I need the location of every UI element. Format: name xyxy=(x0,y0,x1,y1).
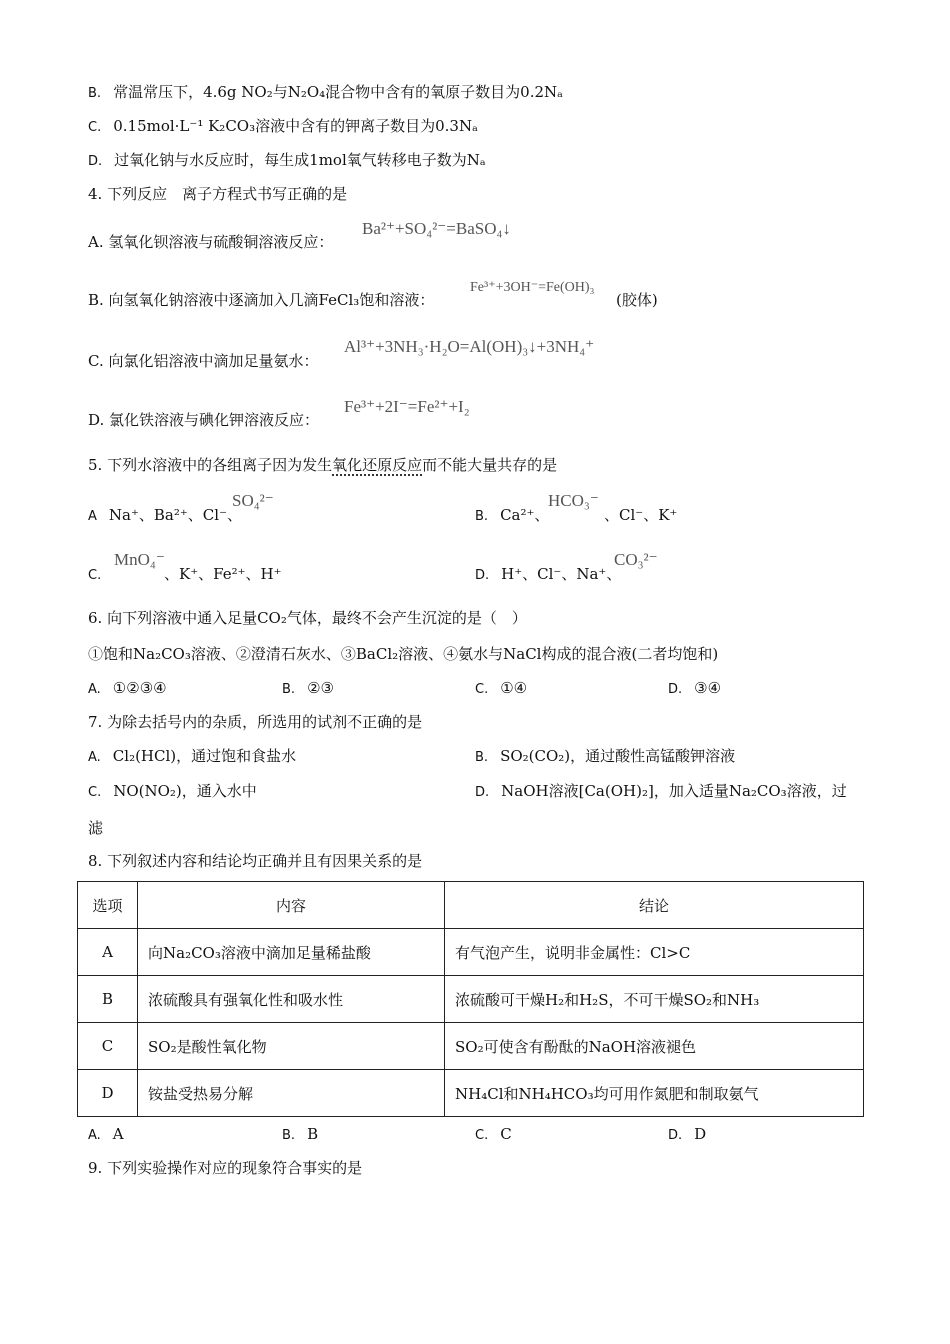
q4-option-d-text: D. 氯化铁溶液与碘化钾溶液反应： xyxy=(88,411,320,429)
option-label: D. xyxy=(475,785,490,800)
option-label: D. xyxy=(668,682,683,697)
q4-option-b-suffix: (胶体) xyxy=(616,291,658,309)
q5-option-c xyxy=(88,564,113,586)
option-text: Cl₂(HCl)，通过饱和食盐水 xyxy=(112,747,297,765)
q8-option-d xyxy=(668,1124,706,1146)
q4-option-d-formula: Fe³⁺+2I⁻=Fe²⁺+I₂ xyxy=(344,397,470,416)
cell-conclusion: SO₂可使含有酚酞的NaOH溶液褪色 xyxy=(445,1023,864,1070)
q3-option-d xyxy=(88,150,486,172)
option-label: A. xyxy=(88,682,101,697)
q5-option-c-formula: MnO₄⁻ xyxy=(114,550,165,569)
option-label: A xyxy=(88,509,97,524)
table-row xyxy=(78,1023,864,1070)
option-label: D. xyxy=(668,1128,683,1143)
q8-stem: 8. 下列叙述内容和结论均正确并且有因果关系的是 xyxy=(88,852,423,870)
q5-stem-emphasis: 氧化还原反应 xyxy=(332,456,423,474)
option-label: C. xyxy=(475,1128,489,1143)
q7-option-b xyxy=(475,746,735,768)
option-label: C. xyxy=(88,568,102,583)
q8-option-a xyxy=(88,1124,124,1146)
option-label: D. xyxy=(88,154,103,169)
table-row xyxy=(78,929,864,976)
q9-stem: 9. 下列实验操作对应的现象符合事实的是 xyxy=(88,1159,363,1177)
q7-option-d-wrap: 滤 xyxy=(88,819,104,837)
option-text: NaOH溶液[Ca(OH)₂]，加入适量Na₂CO₃溶液，过 xyxy=(501,782,847,800)
table-header-row xyxy=(78,882,864,929)
q5-stem-suffix: 而不能大量共存的是 xyxy=(422,456,558,474)
q4-option-a-formula: Ba²⁺+SO₄²⁻=BaSO₄↓ xyxy=(362,219,511,238)
option-text: Ca²⁺、 xyxy=(500,506,550,524)
q6-items: ①饱和Na₂CO₃溶液、②澄清石灰水、③BaCl₂溶液、④氨水与NaCl构成的混合液(二者均饱和) xyxy=(88,645,719,663)
q6-option-b xyxy=(282,678,334,700)
q6-option-a xyxy=(88,678,167,700)
option-label: B. xyxy=(282,1128,296,1143)
q5-option-b xyxy=(475,505,549,527)
header-conclusion: 结论 xyxy=(445,882,864,929)
q6-option-d xyxy=(668,678,721,700)
cell-option: B xyxy=(78,976,138,1023)
q6-stem: 6. 向下列溶液中通入足量CO₂气体，最终不会产生沉淀的是（ ） xyxy=(88,609,527,627)
header-content: 内容 xyxy=(138,882,445,929)
option-label: B. xyxy=(475,509,489,524)
option-label: B. xyxy=(475,750,489,765)
cell-option: C xyxy=(78,1023,138,1070)
q8-option-c xyxy=(475,1124,512,1146)
q8-table xyxy=(77,881,864,1117)
option-text: 过氧化钠与水反应时，每生成1mol氧气转移电子数为Nₐ xyxy=(114,151,486,169)
q4-option-c-text: C. 向氯化铝溶液中滴加足量氨水： xyxy=(88,352,319,370)
option-text: B xyxy=(307,1125,319,1143)
q5-option-b-suffix: 、Cl⁻、K⁺ xyxy=(604,506,678,524)
option-text: Na⁺、Ba²⁺、Cl⁻、 xyxy=(108,506,242,524)
q5-option-b-formula: HCO₃⁻ xyxy=(548,491,599,510)
q3-option-b xyxy=(88,82,563,104)
cell-conclusion: NH₄Cl和NH₄HCO₃均可用作氮肥和制取氨气 xyxy=(445,1070,864,1117)
option-text: SO₂(CO₂)，通过酸性高锰酸钾溶液 xyxy=(500,747,736,765)
q4-option-b-text: B. 向氢氧化钠溶液中逐滴加入几滴FeCl₃饱和溶液： xyxy=(88,291,435,309)
q5-option-a-formula: SO₄²⁻ xyxy=(232,491,274,510)
q5-option-a xyxy=(88,505,242,527)
cell-option: A xyxy=(78,929,138,976)
q7-stem: 7. 为除去括号内的杂质，所选用的试剂不正确的是 xyxy=(88,713,423,731)
q7-option-c xyxy=(88,781,257,803)
table-row xyxy=(78,976,864,1023)
option-label: C. xyxy=(88,120,102,135)
option-label: D. xyxy=(475,568,490,583)
option-label: A. xyxy=(88,1128,101,1143)
q4-option-c-formula: Al³⁺+3NH₃·H₂O=Al(OH)₃↓+3NH₄⁺ xyxy=(344,337,595,356)
q5-option-d xyxy=(475,564,621,586)
q5-option-d-formula: CO₃²⁻ xyxy=(614,550,658,569)
q8-option-b xyxy=(282,1124,318,1146)
option-text: 0.15mol·L⁻¹ K₂CO₃溶液中含有的钾离子数目为0.3Nₐ xyxy=(113,117,478,135)
q7-option-d xyxy=(475,781,847,803)
q4-option-b-formula: Fe³⁺+3OH⁻=Fe(OH)₃ xyxy=(470,280,595,295)
cell-conclusion: 浓硫酸可干燥H₂和H₂S，不可干燥SO₂和NH₃ xyxy=(445,976,864,1023)
option-text: NO(NO₂)，通入水中 xyxy=(113,782,257,800)
header-option: 选项 xyxy=(78,882,138,929)
option-label: C. xyxy=(475,682,489,697)
q5-stem xyxy=(88,455,557,475)
q3-option-c xyxy=(88,116,478,138)
option-text: ③④ xyxy=(694,679,722,697)
q7-option-a xyxy=(88,746,296,768)
q4-option-a-text: A. 氢氧化钡溶液与硫酸铜溶液反应： xyxy=(88,233,334,251)
table-row xyxy=(78,1070,864,1117)
cell-content: 向Na₂CO₃溶液中滴加足量稀盐酸 xyxy=(138,929,445,976)
cell-content: 铵盐受热易分解 xyxy=(138,1070,445,1117)
option-text: ①②③④ xyxy=(112,679,167,697)
q5-option-c-suffix: 、K⁺、Fe²⁺、H⁺ xyxy=(164,565,282,583)
cell-option: D xyxy=(78,1070,138,1117)
option-text: 常温常压下，4.6g NO₂与N₂O₄混合物中含有的氧原子数目为0.2Nₐ xyxy=(113,83,563,101)
option-text: H⁺、Cl⁻、Na⁺、 xyxy=(501,565,622,583)
q6-option-c xyxy=(475,678,527,700)
option-text: C xyxy=(500,1125,512,1143)
option-label: C. xyxy=(88,785,102,800)
option-text: ①④ xyxy=(500,679,528,697)
option-text: ②③ xyxy=(307,679,334,697)
option-label: B. xyxy=(282,682,296,697)
q4-stem: 4. 下列反应 离子方程式书写正确的是 xyxy=(88,185,348,203)
cell-conclusion: 有气泡产生，说明非金属性：Cl>C xyxy=(445,929,864,976)
cell-content: 浓硫酸具有强氧化性和吸水性 xyxy=(138,976,445,1023)
option-text: A xyxy=(112,1125,124,1143)
option-label: B. xyxy=(88,86,102,101)
option-label: A. xyxy=(88,750,101,765)
q5-stem-prefix: 5. 下列水溶液中的各组离子因为发生 xyxy=(88,456,333,474)
cell-content: SO₂是酸性氧化物 xyxy=(138,1023,445,1070)
option-text: D xyxy=(694,1125,707,1143)
